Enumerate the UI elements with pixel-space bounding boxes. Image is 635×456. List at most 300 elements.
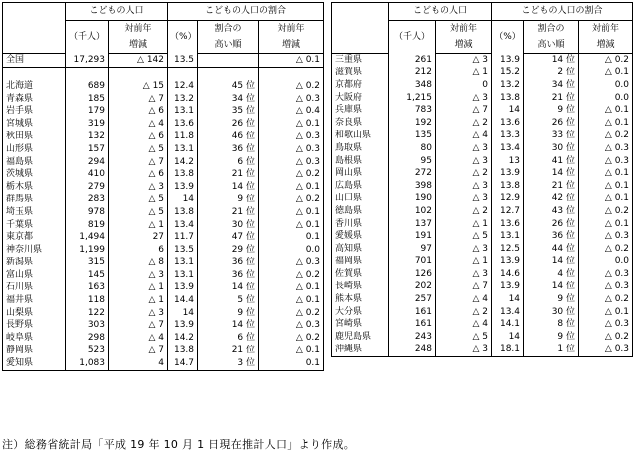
prefecture-name: 宮崎県 xyxy=(332,318,389,331)
ratio-percent: 14.7 xyxy=(168,357,198,370)
header-change2: 増減 xyxy=(109,38,168,54)
table-row xyxy=(332,230,633,243)
population-value xyxy=(66,67,109,80)
population-value: 261 xyxy=(389,54,436,67)
ratio-change: 0.1 xyxy=(259,357,324,370)
prefecture-name: 石川県 xyxy=(3,282,66,295)
population-change: △ 3 xyxy=(109,181,168,194)
population-value: 294 xyxy=(66,156,109,169)
table-row xyxy=(3,143,324,156)
population-value: 1,083 xyxy=(66,357,109,370)
source-note: 注）総務省統計局「平成 19 年 10 月 1 日現在推計人口」より作成。 xyxy=(2,438,356,451)
ratio-rank: 36 位 xyxy=(198,269,259,282)
ratio-percent: 14 xyxy=(492,104,524,117)
table-row xyxy=(332,331,633,344)
prefecture-name: 大阪府 xyxy=(332,92,389,105)
population-value: 819 xyxy=(66,219,109,232)
ratio-change: △ 0.2 xyxy=(259,194,324,207)
ratio-percent: 13.1 xyxy=(168,105,198,118)
ratio-change: △ 0.1 xyxy=(259,181,324,194)
header-change-b: 対前年 xyxy=(259,21,324,39)
prefecture-name: 静岡県 xyxy=(3,345,66,358)
ratio-change: △ 0.3 xyxy=(259,143,324,156)
population-change: △ 4 xyxy=(436,130,492,143)
table-row xyxy=(3,307,324,320)
table-row xyxy=(3,80,324,93)
ratio-percent: 12.9 xyxy=(492,193,524,206)
header-thousand: （千人） xyxy=(66,21,109,54)
population-value: 202 xyxy=(389,281,436,294)
population-change: △ 5 xyxy=(109,194,168,207)
ratio-rank: 34 位 xyxy=(524,79,579,92)
population-change: △ 15 xyxy=(109,80,168,93)
population-change: △ 6 xyxy=(109,168,168,181)
population-value: 157 xyxy=(66,143,109,156)
population-change: △ 4 xyxy=(109,118,168,131)
prefecture-name: 岐阜県 xyxy=(3,332,66,345)
ratio-rank: 36 位 xyxy=(198,143,259,156)
population-change: △ 2 xyxy=(436,306,492,319)
ratio-rank: 46 位 xyxy=(198,131,259,144)
prefecture-name: 熊本県 xyxy=(332,293,389,306)
table-row xyxy=(3,118,324,131)
table-row xyxy=(332,344,633,357)
population-change: △ 3 xyxy=(436,193,492,206)
population-change: △ 4 xyxy=(109,332,168,345)
population-value: 118 xyxy=(66,294,109,307)
table-row xyxy=(3,269,324,282)
ratio-rank: 30 位 xyxy=(524,142,579,155)
population-change: 6 xyxy=(109,244,168,257)
header-percent: （%） xyxy=(492,21,524,54)
ratio-percent: 12.7 xyxy=(492,205,524,218)
ratio-rank: 21 位 xyxy=(524,92,579,105)
ratio-percent: 18.1 xyxy=(492,344,524,357)
ratio-change: △ 0.2 xyxy=(579,54,633,67)
prefecture-name: 奈良県 xyxy=(332,117,389,130)
ratio-rank xyxy=(198,67,259,80)
population-value: 689 xyxy=(66,80,109,93)
ratio-percent: 11.7 xyxy=(168,231,198,244)
ratio-rank: 26 位 xyxy=(524,117,579,130)
population-value: 163 xyxy=(66,282,109,295)
prefecture-name: 福岡県 xyxy=(332,256,389,269)
ratio-percent: 13.9 xyxy=(492,167,524,180)
population-change: △ 1 xyxy=(109,282,168,295)
ratio-rank: 34 位 xyxy=(198,93,259,106)
ratio-percent xyxy=(168,67,198,80)
ratio-change: 0.0 xyxy=(579,92,633,105)
header-rank: 割合の xyxy=(198,21,259,39)
prefecture-name: 山口県 xyxy=(332,193,389,206)
ratio-percent: 14 xyxy=(492,331,524,344)
ratio-percent: 13.3 xyxy=(492,130,524,143)
ratio-percent: 13.2 xyxy=(492,79,524,92)
table-row xyxy=(332,67,633,80)
population-change: △ 2 xyxy=(436,205,492,218)
ratio-rank: 21 位 xyxy=(198,345,259,358)
population-value: 398 xyxy=(389,180,436,193)
ratio-change: △ 0.1 xyxy=(579,117,633,130)
population-change: △ 7 xyxy=(109,345,168,358)
ratio-percent: 13.8 xyxy=(168,168,198,181)
population-value: 126 xyxy=(389,268,436,281)
population-change xyxy=(109,67,168,80)
ratio-rank: 1 位 xyxy=(524,344,579,357)
population-change: △ 1 xyxy=(436,67,492,80)
population-change: 0 xyxy=(436,79,492,92)
population-change: △ 4 xyxy=(436,293,492,306)
ratio-change: △ 0.2 xyxy=(259,80,324,93)
prefecture-name: 愛知県 xyxy=(3,357,66,370)
ratio-rank: 14 位 xyxy=(524,167,579,180)
header-rank2: 高い順 xyxy=(198,38,259,54)
population-value: 319 xyxy=(66,118,109,131)
header-ratio: こどもの人口の割合 xyxy=(168,3,324,21)
header-blank xyxy=(332,3,389,21)
prefecture-name: 茨城県 xyxy=(3,168,66,181)
prefecture-name: 福井県 xyxy=(3,294,66,307)
header-thousand: （千人） xyxy=(389,21,436,54)
population-value: 185 xyxy=(66,93,109,106)
ratio-percent: 13.1 xyxy=(168,269,198,282)
ratio-percent: 14.2 xyxy=(168,156,198,169)
population-change: △ 1 xyxy=(109,294,168,307)
ratio-rank: 9 位 xyxy=(524,104,579,117)
ratio-change: △ 0.1 xyxy=(259,118,324,131)
prefecture-name: 栃木県 xyxy=(3,181,66,194)
table-row xyxy=(332,155,633,168)
ratio-change: △ 0.2 xyxy=(259,269,324,282)
table-row xyxy=(332,79,633,92)
ratio-change: △ 0.1 xyxy=(259,294,324,307)
ratio-rank: 43 位 xyxy=(524,205,579,218)
ratio-percent: 13.5 xyxy=(168,244,198,257)
table-row xyxy=(3,206,324,219)
prefecture-name: 滋賀県 xyxy=(332,67,389,80)
prefecture-name: 三重県 xyxy=(332,54,389,67)
table-row xyxy=(3,345,324,358)
population-value: 192 xyxy=(389,117,436,130)
ratio-change: △ 0.1 xyxy=(579,306,633,319)
population-value: 523 xyxy=(66,345,109,358)
table-row xyxy=(332,92,633,105)
population-value: 298 xyxy=(66,332,109,345)
population-value: 1,494 xyxy=(66,231,109,244)
header-change-b2: 増減 xyxy=(259,38,324,54)
population-value: 315 xyxy=(66,257,109,270)
table-row xyxy=(3,357,324,370)
ratio-percent: 13.9 xyxy=(168,282,198,295)
population-value: 257 xyxy=(389,293,436,306)
ratio-percent: 13.4 xyxy=(492,306,524,319)
population-change: 27 xyxy=(109,231,168,244)
table-row xyxy=(332,268,633,281)
population-change: △ 3 xyxy=(436,142,492,155)
population-value: 191 xyxy=(389,230,436,243)
ratio-rank: 47 位 xyxy=(198,231,259,244)
population-value: 145 xyxy=(66,269,109,282)
ratio-rank: 14 位 xyxy=(198,282,259,295)
table-row xyxy=(3,93,324,106)
ratio-change: △ 0.3 xyxy=(259,93,324,106)
table-row xyxy=(332,54,633,67)
ratio-change: △ 0.3 xyxy=(259,319,324,332)
prefecture-name: 広島県 xyxy=(332,180,389,193)
population-change: △ 1 xyxy=(436,256,492,269)
ratio-rank: 44 位 xyxy=(524,243,579,256)
population-change: △ 3 xyxy=(436,243,492,256)
ratio-rank: 45 位 xyxy=(198,80,259,93)
table-row xyxy=(3,257,324,270)
table-row xyxy=(332,318,633,331)
prefecture-name: 東京都 xyxy=(3,231,66,244)
population-value: 1,199 xyxy=(66,244,109,257)
population-value: 80 xyxy=(389,142,436,155)
table-row xyxy=(332,281,633,294)
population-change: △ 3 xyxy=(436,344,492,357)
prefecture-name: 長崎県 xyxy=(332,281,389,294)
ratio-rank: 26 位 xyxy=(524,218,579,231)
population-change: △ 7 xyxy=(436,281,492,294)
ratio-rank: 4 位 xyxy=(524,268,579,281)
population-value: 410 xyxy=(66,168,109,181)
ratio-percent: 13.9 xyxy=(492,256,524,269)
prefecture-name: 群馬県 xyxy=(3,194,66,207)
table-row xyxy=(3,244,324,257)
table-row xyxy=(332,130,633,143)
ratio-change: △ 0.2 xyxy=(579,331,633,344)
ratio-change: △ 0.1 xyxy=(259,54,324,68)
population-change: △ 7 xyxy=(109,319,168,332)
table-row xyxy=(332,218,633,231)
ratio-rank: 36 位 xyxy=(198,257,259,270)
table-row xyxy=(3,219,324,232)
ratio-change: △ 0.1 xyxy=(579,193,633,206)
ratio-percent: 13.1 xyxy=(168,257,198,270)
population-change: △ 2 xyxy=(436,167,492,180)
ratio-percent: 11.8 xyxy=(168,131,198,144)
ratio-change: △ 0.2 xyxy=(579,205,633,218)
table-row xyxy=(332,104,633,117)
ratio-percent: 13.2 xyxy=(168,93,198,106)
ratio-rank: 29 位 xyxy=(198,244,259,257)
ratio-change: △ 0.3 xyxy=(579,318,633,331)
header-blank xyxy=(3,3,66,21)
table-row xyxy=(3,156,324,169)
ratio-change: △ 0.3 xyxy=(579,268,633,281)
header-population: こどもの人口 xyxy=(389,3,492,21)
population-change: △ 142 xyxy=(109,54,168,68)
population-value: 95 xyxy=(389,155,436,168)
population-change: △ 5 xyxy=(109,143,168,156)
header-change-b2: 増減 xyxy=(579,38,633,54)
ratio-percent: 12.4 xyxy=(168,80,198,93)
ratio-change: △ 0.3 xyxy=(579,230,633,243)
ratio-percent: 13.9 xyxy=(492,281,524,294)
ratio-change: △ 0.1 xyxy=(579,218,633,231)
ratio-rank: 14 位 xyxy=(198,319,259,332)
ratio-rank: 42 位 xyxy=(524,193,579,206)
ratio-percent: 13.6 xyxy=(492,117,524,130)
ratio-percent: 14.4 xyxy=(168,294,198,307)
population-value: 161 xyxy=(389,318,436,331)
ratio-change: △ 0.3 xyxy=(579,142,633,155)
header-rank: 割合の xyxy=(524,21,579,39)
ratio-change: △ 0.3 xyxy=(579,155,633,168)
ratio-rank: 14 位 xyxy=(524,54,579,67)
ratio-percent: 14.6 xyxy=(492,268,524,281)
population-change: △ 7 xyxy=(109,93,168,106)
population-value: 161 xyxy=(389,306,436,319)
header-blank xyxy=(3,38,66,54)
ratio-change: △ 0.1 xyxy=(579,167,633,180)
table-row xyxy=(332,293,633,306)
prefecture-name: 神奈川県 xyxy=(3,244,66,257)
population-value: 179 xyxy=(66,105,109,118)
prefecture-name: 京都府 xyxy=(332,79,389,92)
table-row xyxy=(3,105,324,118)
ratio-percent: 14 xyxy=(168,194,198,207)
prefecture-name: 全国 xyxy=(3,54,66,68)
ratio-percent: 13.9 xyxy=(168,181,198,194)
table-row xyxy=(3,194,324,207)
ratio-change: △ 0.2 xyxy=(259,168,324,181)
ratio-change: 0.0 xyxy=(579,79,633,92)
prefecture-name: 沖縄県 xyxy=(332,344,389,357)
population-change: △ 5 xyxy=(109,206,168,219)
prefecture-name: 鹿児島県 xyxy=(332,331,389,344)
population-change: △ 8 xyxy=(109,257,168,270)
table-row xyxy=(332,167,633,180)
ratio-rank: 9 位 xyxy=(524,331,579,344)
ratio-percent: 12.5 xyxy=(492,243,524,256)
table-row xyxy=(332,193,633,206)
ratio-percent: 13.4 xyxy=(168,219,198,232)
population-value: 137 xyxy=(389,218,436,231)
ratio-percent: 13.8 xyxy=(168,345,198,358)
prefecture-name: 福島県 xyxy=(3,156,66,169)
population-change: △ 1 xyxy=(436,218,492,231)
prefecture-name: 岡山県 xyxy=(332,167,389,180)
right-prefecture-table xyxy=(331,2,633,357)
population-change: 4 xyxy=(109,357,168,370)
ratio-percent: 15.2 xyxy=(492,67,524,80)
prefecture-name: 香川県 xyxy=(332,218,389,231)
population-value: 272 xyxy=(389,167,436,180)
ratio-rank: 6 位 xyxy=(198,156,259,169)
population-value: 303 xyxy=(66,319,109,332)
ratio-rank: 14 位 xyxy=(198,181,259,194)
table-row xyxy=(332,180,633,193)
ratio-rank: 30 位 xyxy=(524,306,579,319)
population-value: 122 xyxy=(66,307,109,320)
prefecture-name: 新潟県 xyxy=(3,257,66,270)
header-blank xyxy=(332,21,389,39)
population-change: △ 7 xyxy=(109,156,168,169)
ratio-change: △ 0.3 xyxy=(259,156,324,169)
population-change: △ 3 xyxy=(436,268,492,281)
ratio-change xyxy=(259,67,324,80)
ratio-percent: 14.2 xyxy=(168,332,198,345)
population-change: △ 3 xyxy=(436,180,492,193)
ratio-rank: 35 位 xyxy=(198,105,259,118)
prefecture-name: 愛媛県 xyxy=(332,230,389,243)
ratio-change: △ 0.3 xyxy=(579,344,633,357)
population-change: △ 5 xyxy=(436,331,492,344)
ratio-percent: 13.4 xyxy=(492,142,524,155)
ratio-change: △ 0.4 xyxy=(259,105,324,118)
prefecture-name: 佐賀県 xyxy=(332,268,389,281)
header-rank2: 高い順 xyxy=(524,38,579,54)
ratio-percent: 13.9 xyxy=(168,319,198,332)
header-population: こどもの人口 xyxy=(66,3,168,21)
population-change: △ 3 xyxy=(436,54,492,67)
ratio-change: △ 0.1 xyxy=(259,345,324,358)
prefecture-name: 千葉県 xyxy=(3,219,66,232)
prefecture-name: 鳥取県 xyxy=(332,142,389,155)
population-value: 978 xyxy=(66,206,109,219)
ratio-change: △ 0.1 xyxy=(579,180,633,193)
ratio-percent: 13.8 xyxy=(492,180,524,193)
ratio-rank: 36 位 xyxy=(524,230,579,243)
ratio-rank: 9 位 xyxy=(198,194,259,207)
header-percent: （%） xyxy=(168,21,198,54)
ratio-percent: 13.1 xyxy=(492,230,524,243)
ratio-rank: 30 位 xyxy=(198,219,259,232)
ratio-rank: 6 位 xyxy=(198,332,259,345)
population-value: 212 xyxy=(389,67,436,80)
ratio-percent: 13.1 xyxy=(168,143,198,156)
ratio-change: △ 0.1 xyxy=(259,282,324,295)
left-prefecture-table xyxy=(2,2,324,371)
table-row xyxy=(332,142,633,155)
prefecture-name: 兵庫県 xyxy=(332,104,389,117)
table-row xyxy=(3,332,324,345)
table-row xyxy=(332,117,633,130)
prefecture-name: 長野県 xyxy=(3,319,66,332)
header-change: 対前年 xyxy=(436,21,492,39)
table-row xyxy=(332,205,633,218)
ratio-change: 0.0 xyxy=(579,256,633,269)
ratio-rank: 41 位 xyxy=(524,155,579,168)
prefecture-name: 島根県 xyxy=(332,155,389,168)
prefecture-name: 大分県 xyxy=(332,306,389,319)
population-value: 132 xyxy=(66,131,109,144)
header-change-b: 対前年 xyxy=(579,21,633,39)
population-change: △ 3 xyxy=(109,307,168,320)
ratio-change: △ 0.1 xyxy=(579,104,633,117)
population-change: △ 7 xyxy=(436,104,492,117)
ratio-change: △ 0.2 xyxy=(259,332,324,345)
ratio-rank: 9 位 xyxy=(198,307,259,320)
ratio-rank: 14 位 xyxy=(524,281,579,294)
population-change: △ 4 xyxy=(436,318,492,331)
population-change: △ 3 xyxy=(436,92,492,105)
ratio-rank: 21 位 xyxy=(198,168,259,181)
population-value: 102 xyxy=(389,205,436,218)
prefecture-name: 高知県 xyxy=(332,243,389,256)
prefecture-name: 富山県 xyxy=(3,269,66,282)
prefecture-name: 北海道 xyxy=(3,80,66,93)
prefecture-name: 秋田県 xyxy=(3,131,66,144)
table-row xyxy=(3,282,324,295)
population-value: 348 xyxy=(389,79,436,92)
ratio-rank: 2 位 xyxy=(524,67,579,80)
population-change: △ 5 xyxy=(436,230,492,243)
ratio-change: △ 0.2 xyxy=(579,243,633,256)
prefecture-name: 山形県 xyxy=(3,143,66,156)
